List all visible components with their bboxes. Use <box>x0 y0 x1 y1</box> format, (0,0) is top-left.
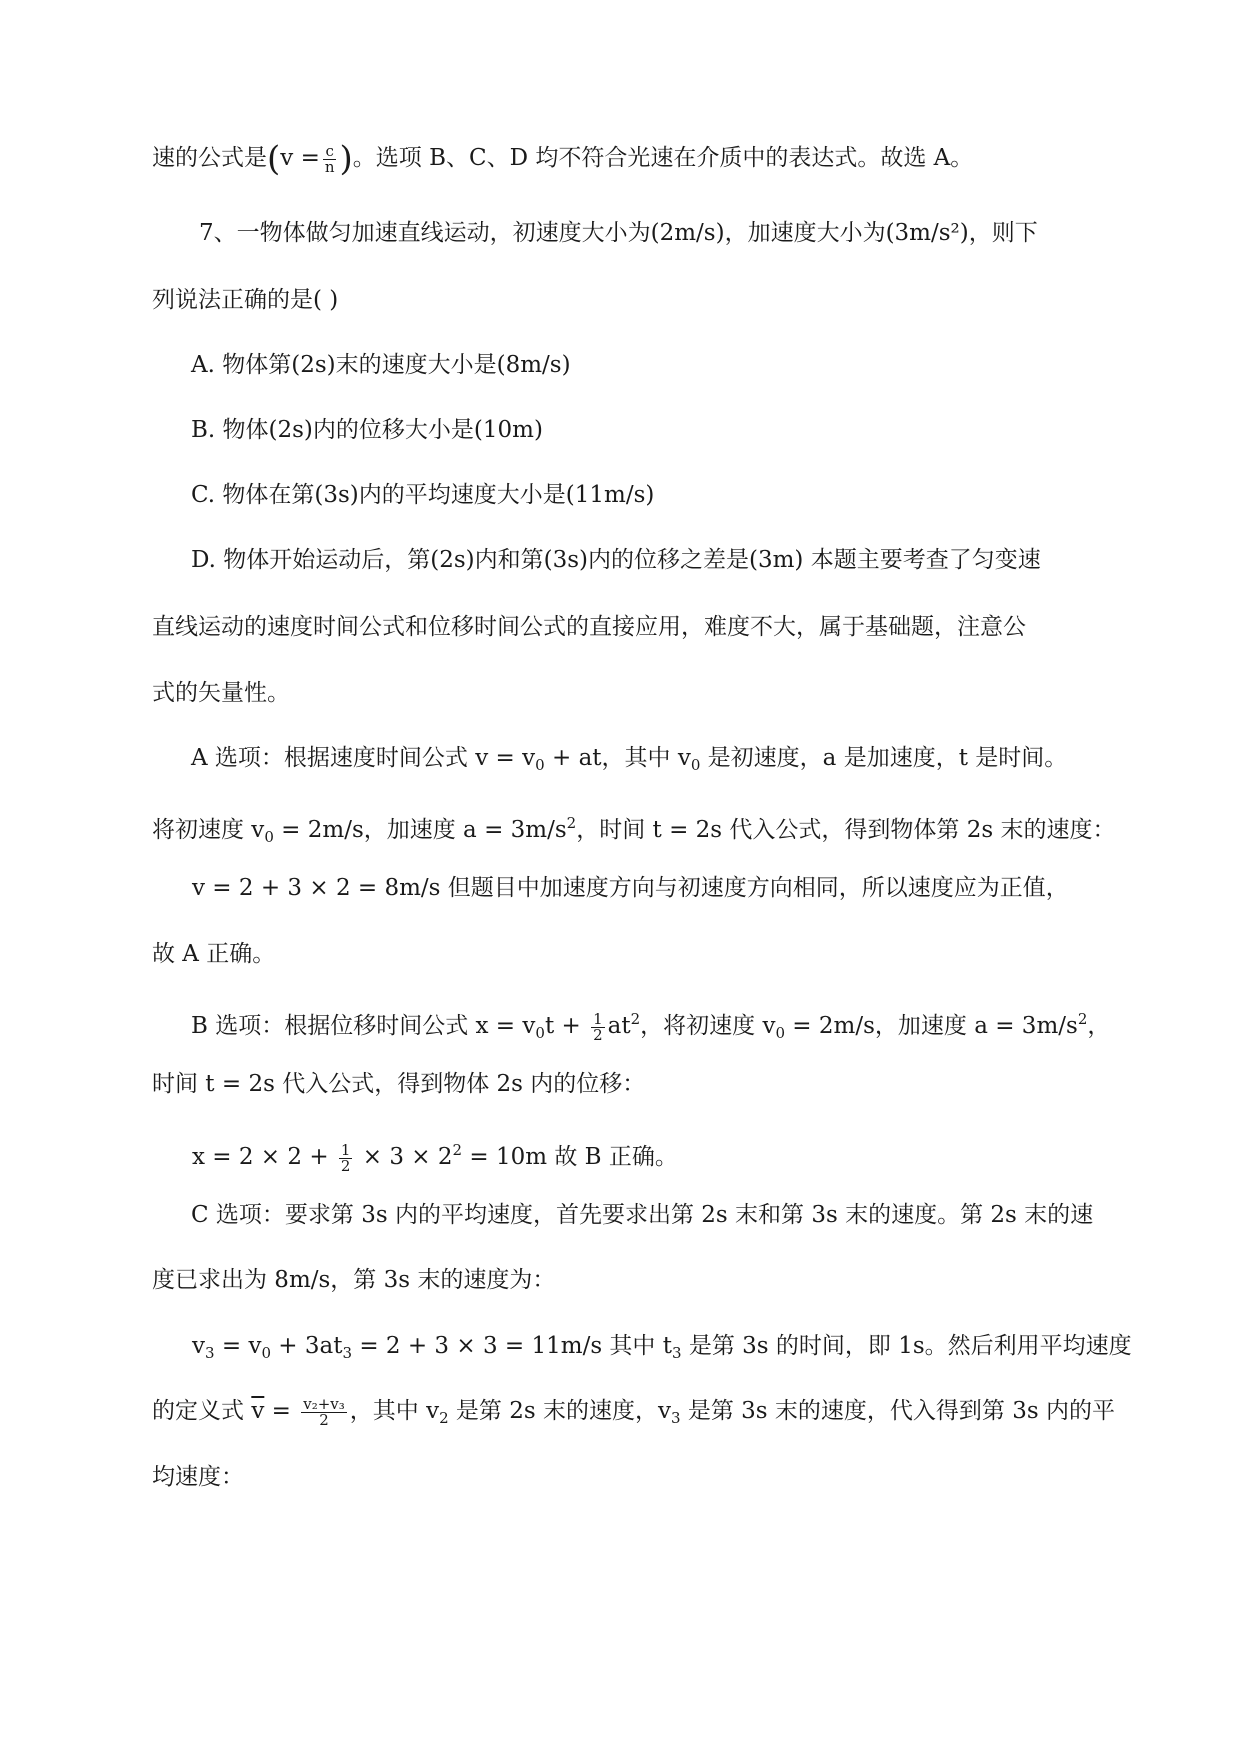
subscript: 2 <box>439 1409 449 1427</box>
superscript: 2 <box>566 814 577 832</box>
fraction <box>339 1140 353 1175</box>
fraction-numerator: c <box>325 141 334 160</box>
analysis-line-1: 直线运动的速度时间公式和位移时间公式的直接应用，难度不大，属于基础题，注意公 <box>152 614 1026 640</box>
subscript: 0 <box>535 756 545 774</box>
subscript: 0 <box>690 756 701 774</box>
option-c-analysis-line-1: C 选项：要求第 3s 内的平均速度，首先要求出第 2s 末和第 3s 末的速度。第 2s 末的速 <box>191 1202 1094 1228</box>
formula-paren: ( <box>267 139 281 179</box>
subscript: 0 <box>535 1024 545 1042</box>
analysis-line-2: 式的矢量性。 <box>152 680 290 706</box>
text-segment: × 3 × 2 <box>355 1144 453 1170</box>
superscript: 2 <box>1077 1010 1088 1028</box>
text-segment: B 选项：根据位移时间公式 x = v <box>191 1013 536 1039</box>
text-segment: = 2 + 3 × 3 = 11m/s 其中 t <box>352 1333 672 1359</box>
option-c-formula <box>192 1331 1132 1368</box>
text-segment: ，其中 v <box>349 1398 440 1424</box>
text-segment: 是第 3s 末的速度，代入得到第 3s 内的平 <box>680 1398 1115 1424</box>
text-segment: 是初速度，a 是加速度，t 是时间。 <box>700 745 1068 771</box>
text-segment: + 3at <box>270 1333 343 1359</box>
text-segment: = 2m/s，加速度 a = 3m/s <box>273 817 567 843</box>
text-segment: ，将初速度 v <box>640 1013 776 1039</box>
text-segment: v <box>192 1333 205 1359</box>
subscript: 3 <box>671 1344 682 1362</box>
text-segment: x = 2 × 2 + <box>192 1144 336 1170</box>
text-segment: = <box>264 1398 299 1424</box>
option-b: B. 物体(2s)内的位移大小是(10m) <box>191 417 543 443</box>
option-c-analysis-line-3 <box>152 1396 1115 1433</box>
superscript: 2 <box>452 1141 463 1159</box>
formula-paren: ) <box>339 139 353 179</box>
subscript: 0 <box>264 828 274 846</box>
text-segment: A 选项：根据速度时间公式 v = v <box>191 745 536 771</box>
subscript: 3 <box>671 1409 681 1427</box>
option-c-analysis-line-4: 均速度： <box>152 1464 244 1490</box>
fraction <box>323 141 337 176</box>
text-segment: 是第 2s 末的速度，v <box>448 1398 671 1424</box>
text-segment: = 2m/s，加速度 a = 3m/s <box>785 1013 1078 1039</box>
option-b-formula <box>192 1135 678 1174</box>
text-segment: + at，其中 v <box>544 745 691 771</box>
subscript: 3 <box>342 1344 353 1362</box>
text-segment: 是第 3s 的时间，即 1s。然后利用平均速度 <box>681 1333 1132 1359</box>
fraction-denominator: 2 <box>593 1025 603 1044</box>
superscript: 2 <box>630 1010 641 1028</box>
fraction-denominator: 2 <box>340 1156 351 1175</box>
option-a-formula: v = 2 + 3 × 2 = 8m/s 但题目中加速度方向与初速度方向相同，所以速度应为正值， <box>192 875 1069 901</box>
option-c: C. 物体在第(3s)内的平均速度大小是(11m/s) <box>191 482 655 508</box>
option-a-analysis-line-2 <box>152 808 1115 852</box>
option-b-analysis-line-1 <box>191 1004 1110 1048</box>
text-segment: = 10m 故 B 正确。 <box>462 1144 678 1170</box>
fraction <box>301 1394 347 1429</box>
option-a-conclusion: 故 A 正确。 <box>152 941 276 967</box>
fraction-numerator: v₂+v₃ <box>303 1394 345 1413</box>
fraction-numerator: 1 <box>340 1140 351 1159</box>
question-7-line-1: 7、一物体做匀加速直线运动，初速度大小为(2m/s)，加速度大小为(3m/s²)，则下 <box>199 220 1038 246</box>
text-segment: 速的公式是 <box>152 145 267 171</box>
formula-text: v = <box>280 145 320 171</box>
text-segment: at <box>607 1013 631 1039</box>
text-segment: 的定义式 <box>152 1398 252 1424</box>
option-a: A. 物体第(2s)末的速度大小是(8m/s) <box>191 352 571 378</box>
text-segment: = v <box>214 1333 262 1359</box>
fraction-denominator: 2 <box>319 1410 329 1429</box>
subscript: 0 <box>775 1024 785 1042</box>
option-c-analysis-line-2: 度已求出为 8m/s，第 3s 末的速度为： <box>152 1267 556 1293</box>
fraction-numerator: 1 <box>593 1009 603 1028</box>
fraction <box>591 1009 605 1044</box>
option-d: D. 物体开始运动后，第(2s)内和第(3s)内的位移之差是(3m) 本题主要考查了匀变速 <box>191 547 1041 573</box>
question-7-line-2: 列说法正确的是( ) <box>152 287 339 313</box>
subscript: 3 <box>205 1344 215 1362</box>
average-velocity-symbol: $\overline{v}$ <box>251 1398 265 1424</box>
text-segment: 将初速度 v <box>152 817 265 843</box>
text-segment: 。选项 B、C、D 均不符合光速在介质中的表达式。故选 A。 <box>352 145 974 171</box>
text-segment: ，时间 t = 2s 代入公式，得到物体第 2s 末的速度： <box>576 817 1116 843</box>
fraction-denominator: n <box>324 157 335 176</box>
text-segment: ， <box>1087 1013 1111 1039</box>
text-line-1 <box>152 139 974 179</box>
option-a-analysis-line-1 <box>191 743 1067 780</box>
text-segment: t + <box>544 1013 589 1039</box>
option-b-analysis-line-2: 时间 t = 2s 代入公式，得到物体 2s 内的位移： <box>152 1071 646 1097</box>
subscript: 0 <box>261 1344 271 1362</box>
